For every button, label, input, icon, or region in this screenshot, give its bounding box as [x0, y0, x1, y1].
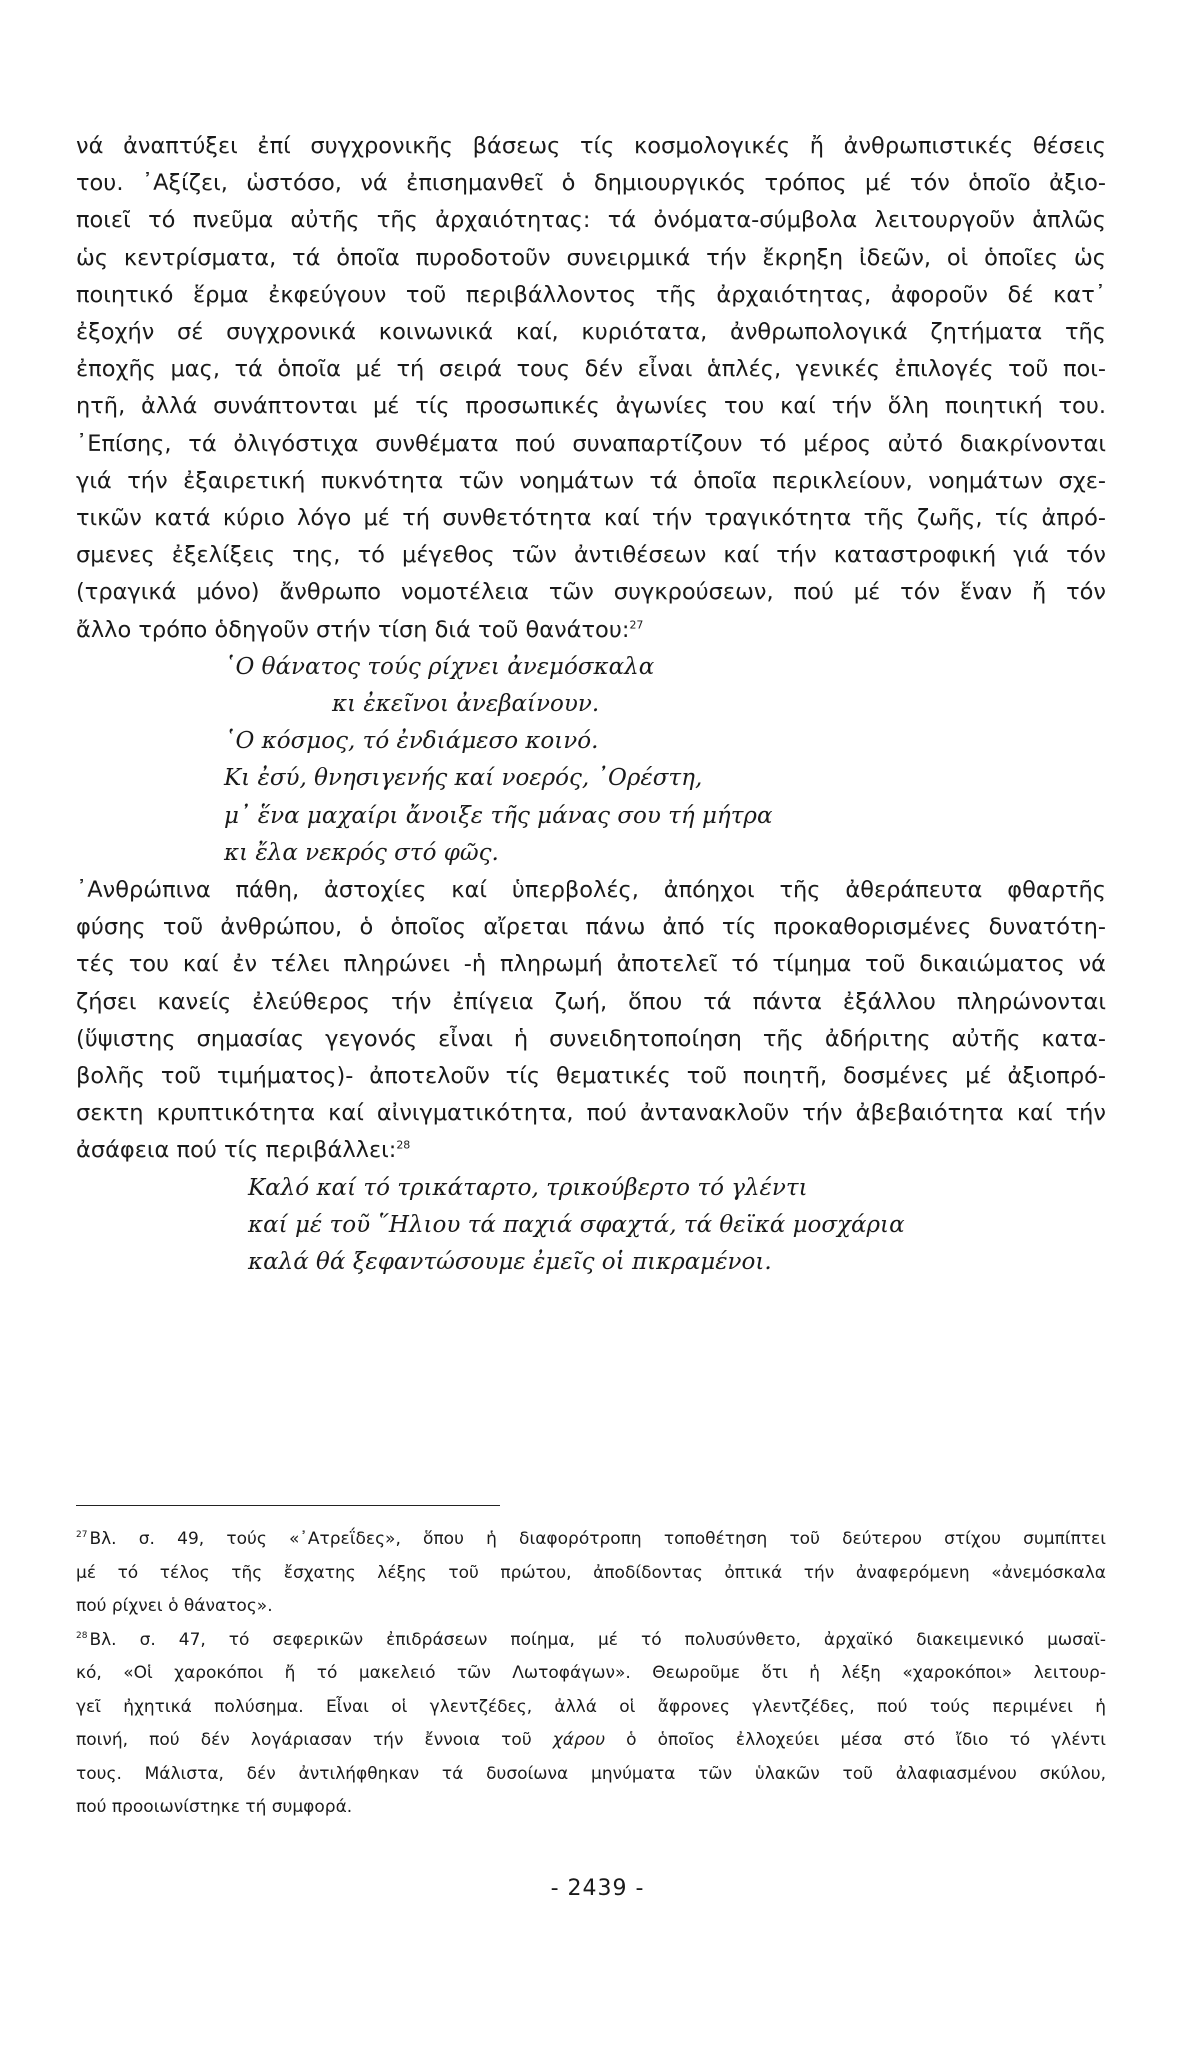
- footnote-27: [76, 1523, 1106, 1624]
- footnote-line: τους. Μάλιστα, δέν ἀντιλήφθηκαν τά δυσοίωνα μηνύματα τῶν ὑλακῶν τοῦ ἀλαφιασμένου σκύλου,: [76, 1763, 1106, 1784]
- page-number: - 2439 -: [550, 1876, 645, 1901]
- poem-verse: ῾Ο θάνατος τούς ρίχνει ἀνεμόσκαλα: [224, 653, 655, 680]
- footnote-line: [76, 1624, 1106, 1658]
- text-line: ὡς κεντρίσματα, τά ὁποῖα πυροδοτοῦν συνειρμικά τήν ἔκρηξη ἰδεῶν, οἱ ὁποῖες ὡς: [76, 244, 1106, 271]
- footnote-line: μέ τό τέλος τῆς ἔσχατης λέξης τοῦ πρώτου, ἀποδίδοντας ὀπτικά τήν ἀναφερόμενη «ἀνεμόσκαλα: [76, 1562, 1106, 1583]
- footnote-mark: 28: [76, 1630, 88, 1641]
- text-line: ᾿Ανθρώπινα πάθη, ἀστοχίες καί ὑπερβολές, ἀπόηχοι τῆς ἀθεράπευτα φθαρτῆς: [76, 877, 1106, 904]
- footnote-italic: χάρου: [552, 1730, 606, 1750]
- text-line: σεκτη κρυπτικότητα καί αἰνιγματικότητα, πού ἀντανακλοῦν τήν ἀβεβαιότητα καί τήν: [76, 1100, 1106, 1127]
- text-line: σμενες ἐξελίξεις της, τό μέγεθος τῶν ἀντιθέσεων καί τήν καταστροφική γιά τόν: [76, 542, 1106, 569]
- text-line: (ὕψιστης σημασίας γεγονός εἶναι ἡ συνειδητοποίηση τῆς ἀδήριτης αὐτῆς κατα-: [76, 1025, 1106, 1052]
- footnote-ref-28[interactable]: 28: [396, 1138, 411, 1152]
- footnote-text: Βλ. σ. 47, τό σεφερικῶν ἐπιδράσεων ποίημα, μέ τό πολυσύνθετο, ἀρχαϊκό διακειμενικό μωσαϊ-: [89, 1629, 1106, 1650]
- text-line: ἐξοχήν σέ συγχρονικά κοινωνικά καί, κυριότατα, ἀνθρωπολογικά ζητήματα τῆς: [76, 319, 1106, 346]
- text-line: ζήσει κανείς ἐλεύθερος τήν ἐπίγεια ζωή, ὅπου τά πάντα ἐξάλλου πληρώνονται: [76, 988, 1106, 1015]
- poem-verse: καλά θά ξεφαντώσουμε ἐμεῖς οἱ πικραμένοι.: [248, 1249, 772, 1276]
- text-line: ποιεῖ τό πνεῦμα αὐτῆς τῆς ἀρχαιότητας: τά ὀνόματα-σύμβολα λειτουργοῦν ἁπλῶς: [76, 207, 1106, 234]
- text-line: ἐποχῆς μας, τά ὁποῖα μέ τή σειρά τους δέν εἶναι ἁπλές, γενικές ἐπιλογές τοῦ ποι-: [76, 356, 1106, 383]
- footnote-line: [76, 1523, 1106, 1557]
- text-line-last: [76, 612, 1106, 649]
- text-line-content: ἀσάφεια πού τίς περιβάλλει:: [76, 1137, 397, 1164]
- poem-verse: μ᾿ ἕνα μαχαίρι ἄνοιξε τῆς μάνας σου τή μήτρα: [224, 802, 773, 829]
- footnote-text: ποινή, πού δέν λογάριασαν τήν ἔννοια τοῦ: [76, 1730, 553, 1750]
- text-line: τικῶν κατά κύριο λόγο μέ τή συνθετότητα καί τήν τραγικότητα τῆς ζωῆς, τίς ἀπρό-: [76, 505, 1106, 532]
- footnote-text: Βλ. σ. 49, τούς «᾿Ατρεΐδες», ὅπου ἡ διαφορότροπη τοποθέτηση τοῦ δεύτερου στίχου συμπίπτει: [89, 1529, 1106, 1549]
- footnote-text: ὁ ὁποῖος ἐλλοχεύει μέσα στό ἴδιο τό γλέντι: [605, 1730, 1106, 1750]
- text-line: γιά τήν ἐξαιρετική πυκνότητα τῶν νοημάτων τά ὁποῖα περικλείουν, νοημάτων σχε-: [76, 467, 1106, 494]
- footnote-separator: [76, 1505, 500, 1506]
- footnote-line: γεῖ ἠχητικά πολύσημα. Εἶναι οἱ γλεντζέδες, ἀλλά οἱ ἄφρονες γλεντζέδες, πού τούς περιμένει ἡ: [76, 1696, 1106, 1717]
- footnote-line: κό, «Οἱ χαροκόποι ἤ τό μακελειό τῶν Λωτοφάγων». Θεωροῦμε ὅτι ἡ λέξη «χαροκόποι» λειτουρ-: [76, 1663, 1106, 1683]
- text-line-last: [76, 1132, 1106, 1169]
- text-line: βολῆς τοῦ τιμήματος)- ἀποτελοῦν τίς θεματικές τοῦ ποιητῆ, δοσμένες μέ ἀξιοπρό-: [76, 1063, 1106, 1090]
- footnotes: [76, 1523, 1106, 1825]
- footnote-line: πού ρίχνει ὁ θάνατος».: [76, 1596, 273, 1616]
- paragraph-1: [76, 128, 1106, 649]
- poem-verse: Καλό καί τό τρικάταρτο, τρικούβερτο τό γλέντι: [248, 1174, 808, 1201]
- text-line: ητῆ, ἀλλά συνάπτονται μέ τίς προσωπικές ἀγωνίες του καί τήν ὅλη ποιητική του.: [76, 393, 1106, 420]
- text-line: (τραγικά μόνο) ἄνθρωπο νομοτέλεια τῶν συγκρούσεων, πού μέ τόν ἕναν ἤ τόν: [76, 579, 1106, 606]
- poem-2: [76, 1170, 1106, 1282]
- footnote-line: πού προοιωνίστηκε τή συμφορά.: [76, 1797, 353, 1817]
- text-line-content: ἄλλο τρόπο ὁδηγοῦν στήν τίση διά τοῦ θανάτου:: [76, 616, 630, 643]
- text-line: ποιητικό ἕρμα ἐκφεύγουν τοῦ περιβάλλοντος τῆς ἀρχαιότητας, ἀφοροῦν δέ κατ᾿: [76, 281, 1106, 308]
- footnote-line: [76, 1724, 1106, 1758]
- footnote-mark: 27: [76, 1530, 88, 1541]
- paragraph-2: [76, 872, 1106, 1170]
- text-line: του. ᾿Αξίζει, ὡστόσο, νά ἐπισημανθεῖ ὁ δημιουργικός τρόπος μέ τόν ὁποῖο ἀξιο-: [76, 170, 1106, 197]
- poem-verse: κι ἔλα νεκρός στό φῶς.: [224, 839, 499, 866]
- text-line: φύσης τοῦ ἀνθρώπου, ὁ ὁποῖος αἴρεται πάνω ἀπό τίς προκαθορισμένες δυνατότη-: [76, 914, 1106, 941]
- poem-verse: ῾Ο κόσμος, τό ἐνδιάμεσο κοινό.: [224, 728, 599, 755]
- text-line: τές του καί ἐν τέλει πληρώνει -ἡ πληρωμή ἀποτελεῖ τό τίμημα τοῦ δικαιώματος νά: [76, 951, 1106, 978]
- poem-verse: καί μέ τοῦ ῞Ηλιου τά παχιά σφαχτά, τά θεϊκά μοσχάρια: [248, 1211, 905, 1238]
- text-line: νά ἀναπτύξει ἐπί συγχρονικῆς βάσεως τίς κοσμολογικές ἤ ἀνθρωπιστικές θέσεις: [76, 133, 1106, 159]
- poem-verse: Κι ἐσύ, θνησιγενής καί νοερός, ᾿Ορέστη,: [224, 765, 703, 792]
- footnote-28: [76, 1624, 1106, 1825]
- poem-verse: κι ἐκεῖνοι ἀνεβαίνουν.: [332, 691, 600, 718]
- page-body: [76, 128, 1106, 1281]
- text-line: ᾿Επίσης, τά ὀλιγόστιχα συνθέματα πού συναπαρτίζουν τό μέρος αὐτό διακρίνονται: [76, 430, 1106, 457]
- poem-1: [76, 649, 1106, 872]
- footnote-ref-27[interactable]: 27: [629, 618, 644, 632]
